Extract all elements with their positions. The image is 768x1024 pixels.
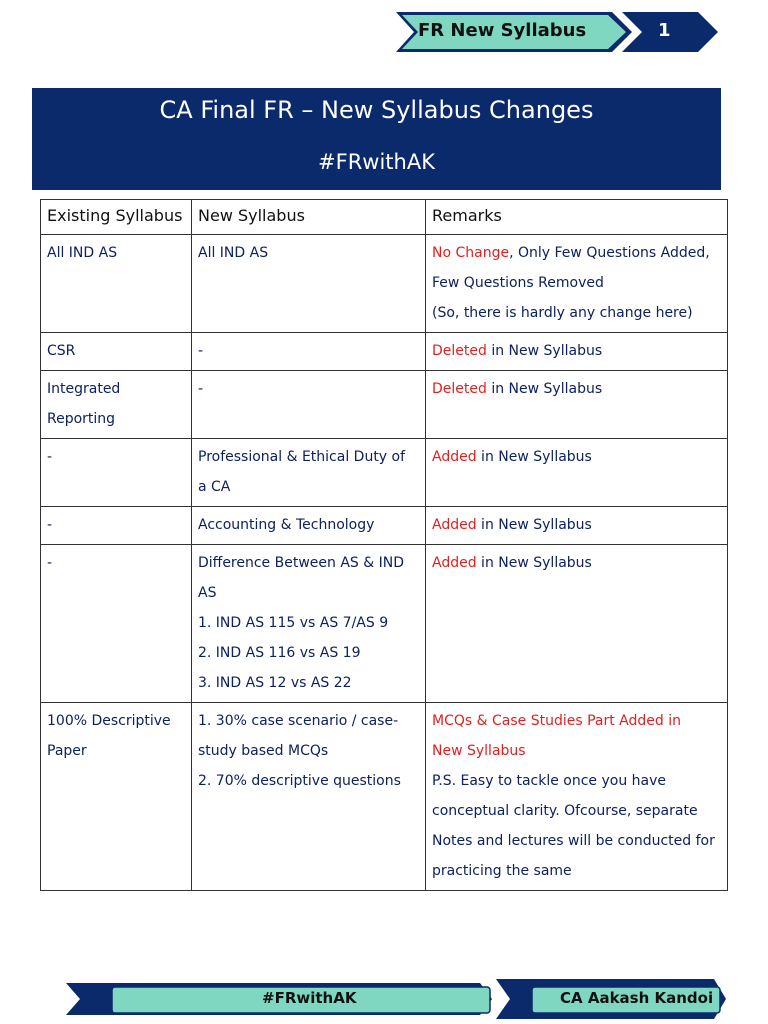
table-row <box>41 371 728 439</box>
remark-text: , Only Few Questions Added, <box>509 245 710 261</box>
remark-line <box>432 510 721 540</box>
cell-line: AS <box>198 585 217 601</box>
cell-new-syllabus <box>192 545 426 703</box>
remark-text: Notes and lectures will be conducted for <box>432 833 715 849</box>
remark-line <box>432 374 721 404</box>
remark-line <box>432 336 721 366</box>
cell-line: Reporting <box>47 411 116 427</box>
remark-text: conceptual clarity. Ofcourse, separate <box>432 803 698 819</box>
cell-remarks <box>426 333 728 371</box>
remark-text: Few Questions Removed <box>432 275 604 291</box>
page-header <box>32 88 721 190</box>
remark-text: practicing the same <box>432 863 572 879</box>
cell-remarks <box>426 507 728 545</box>
cell-line: - <box>47 517 53 533</box>
cell-existing-syllabus <box>41 333 192 371</box>
remark-status: Added <box>432 555 477 571</box>
cell-line: - <box>47 555 53 571</box>
remark-text: (So, there is hardly any change here) <box>432 305 693 321</box>
cell-line: All IND AS <box>198 245 269 261</box>
cell-remarks <box>426 371 728 439</box>
remark-line <box>432 268 721 298</box>
column-header-existing: Existing Syllabus <box>41 200 192 235</box>
cell-line: Paper <box>47 743 87 759</box>
cell-line: 1. IND AS 115 vs AS 7/AS 9 <box>198 615 389 631</box>
table-row <box>41 703 728 891</box>
cell-line: Difference Between AS & IND <box>198 555 404 571</box>
remark-text: in New Syllabus <box>476 555 592 571</box>
syllabus-table <box>40 199 728 891</box>
cell-remarks <box>426 703 728 891</box>
remark-text: in New Syllabus <box>486 381 603 397</box>
cell-line: a CA <box>198 479 231 495</box>
remark-status: New Syllabus <box>432 743 526 759</box>
table-row <box>41 235 728 333</box>
remark-status: Deleted <box>432 381 487 397</box>
cell-new-syllabus <box>192 371 426 439</box>
cell-new-syllabus <box>192 235 426 333</box>
remark-line <box>432 548 721 578</box>
remark-text: in New Syllabus <box>486 343 603 359</box>
cell-line: study based MCQs <box>198 743 329 759</box>
cell-line: All IND AS <box>47 245 118 261</box>
cell-line: 100% Descriptive <box>47 713 171 729</box>
cell-new-syllabus <box>192 507 426 545</box>
cell-line: 3. IND AS 12 vs AS 22 <box>198 675 352 691</box>
column-header-remarks: Remarks <box>426 200 728 235</box>
remark-line <box>432 826 721 856</box>
remark-status: Added <box>432 517 477 533</box>
remark-line <box>432 856 721 886</box>
remark-status: Deleted <box>432 343 487 359</box>
cell-existing-syllabus <box>41 371 192 439</box>
cell-line: 1. 30% case scenario / case- <box>198 713 399 729</box>
cell-line: - <box>198 381 204 397</box>
footer-author: CA Aakash Kandoi <box>560 989 714 1007</box>
cell-remarks <box>426 545 728 703</box>
remark-status: MCQs & Case Studies Part Added in <box>432 713 681 729</box>
cell-line: Accounting & Technology <box>198 517 375 533</box>
remark-text: P.S. Easy to tackle once you have <box>432 773 667 789</box>
cell-line: 2. IND AS 116 vs AS 19 <box>198 645 361 661</box>
cell-line: Integrated <box>47 381 121 397</box>
remark-line <box>432 736 721 766</box>
table-row <box>41 333 728 371</box>
top-banner <box>396 12 718 52</box>
cell-new-syllabus <box>192 703 426 891</box>
table-header-row <box>41 200 728 235</box>
remark-status: Added <box>432 449 477 465</box>
cell-line: Professional & Ethical Duty of <box>198 449 406 465</box>
cell-new-syllabus <box>192 333 426 371</box>
table-row <box>41 507 728 545</box>
remark-status: No Change <box>432 245 510 261</box>
remark-line <box>432 298 721 328</box>
remark-line <box>432 796 721 826</box>
table-body <box>41 235 728 891</box>
cell-line: - <box>47 449 53 465</box>
cell-remarks <box>426 439 728 507</box>
cell-new-syllabus <box>192 439 426 507</box>
table-row <box>41 439 728 507</box>
banner-title: FR New Syllabus <box>418 20 587 41</box>
cell-existing-syllabus <box>41 703 192 891</box>
cell-line: 2. 70% descriptive questions <box>198 773 401 789</box>
remark-text: in New Syllabus <box>476 517 592 533</box>
remark-line <box>432 706 721 736</box>
cell-existing-syllabus <box>41 507 192 545</box>
page-number: 1 <box>658 20 671 41</box>
cell-existing-syllabus <box>41 235 192 333</box>
remark-text: in New Syllabus <box>476 449 592 465</box>
table-row <box>41 545 728 703</box>
cell-remarks <box>426 235 728 333</box>
remark-line <box>432 766 721 796</box>
cell-line: - <box>198 343 204 359</box>
cell-line: CSR <box>47 343 76 359</box>
footer-banner <box>66 979 726 1019</box>
remark-line <box>432 238 721 268</box>
column-header-new: New Syllabus <box>192 200 426 235</box>
page-hashtag: #FRwithAK <box>318 150 435 174</box>
cell-existing-syllabus <box>41 545 192 703</box>
cell-existing-syllabus <box>41 439 192 507</box>
footer-hashtag: #FRwithAK <box>262 989 357 1007</box>
remark-line <box>432 442 721 472</box>
page-title: CA Final FR – New Syllabus Changes <box>159 96 594 124</box>
